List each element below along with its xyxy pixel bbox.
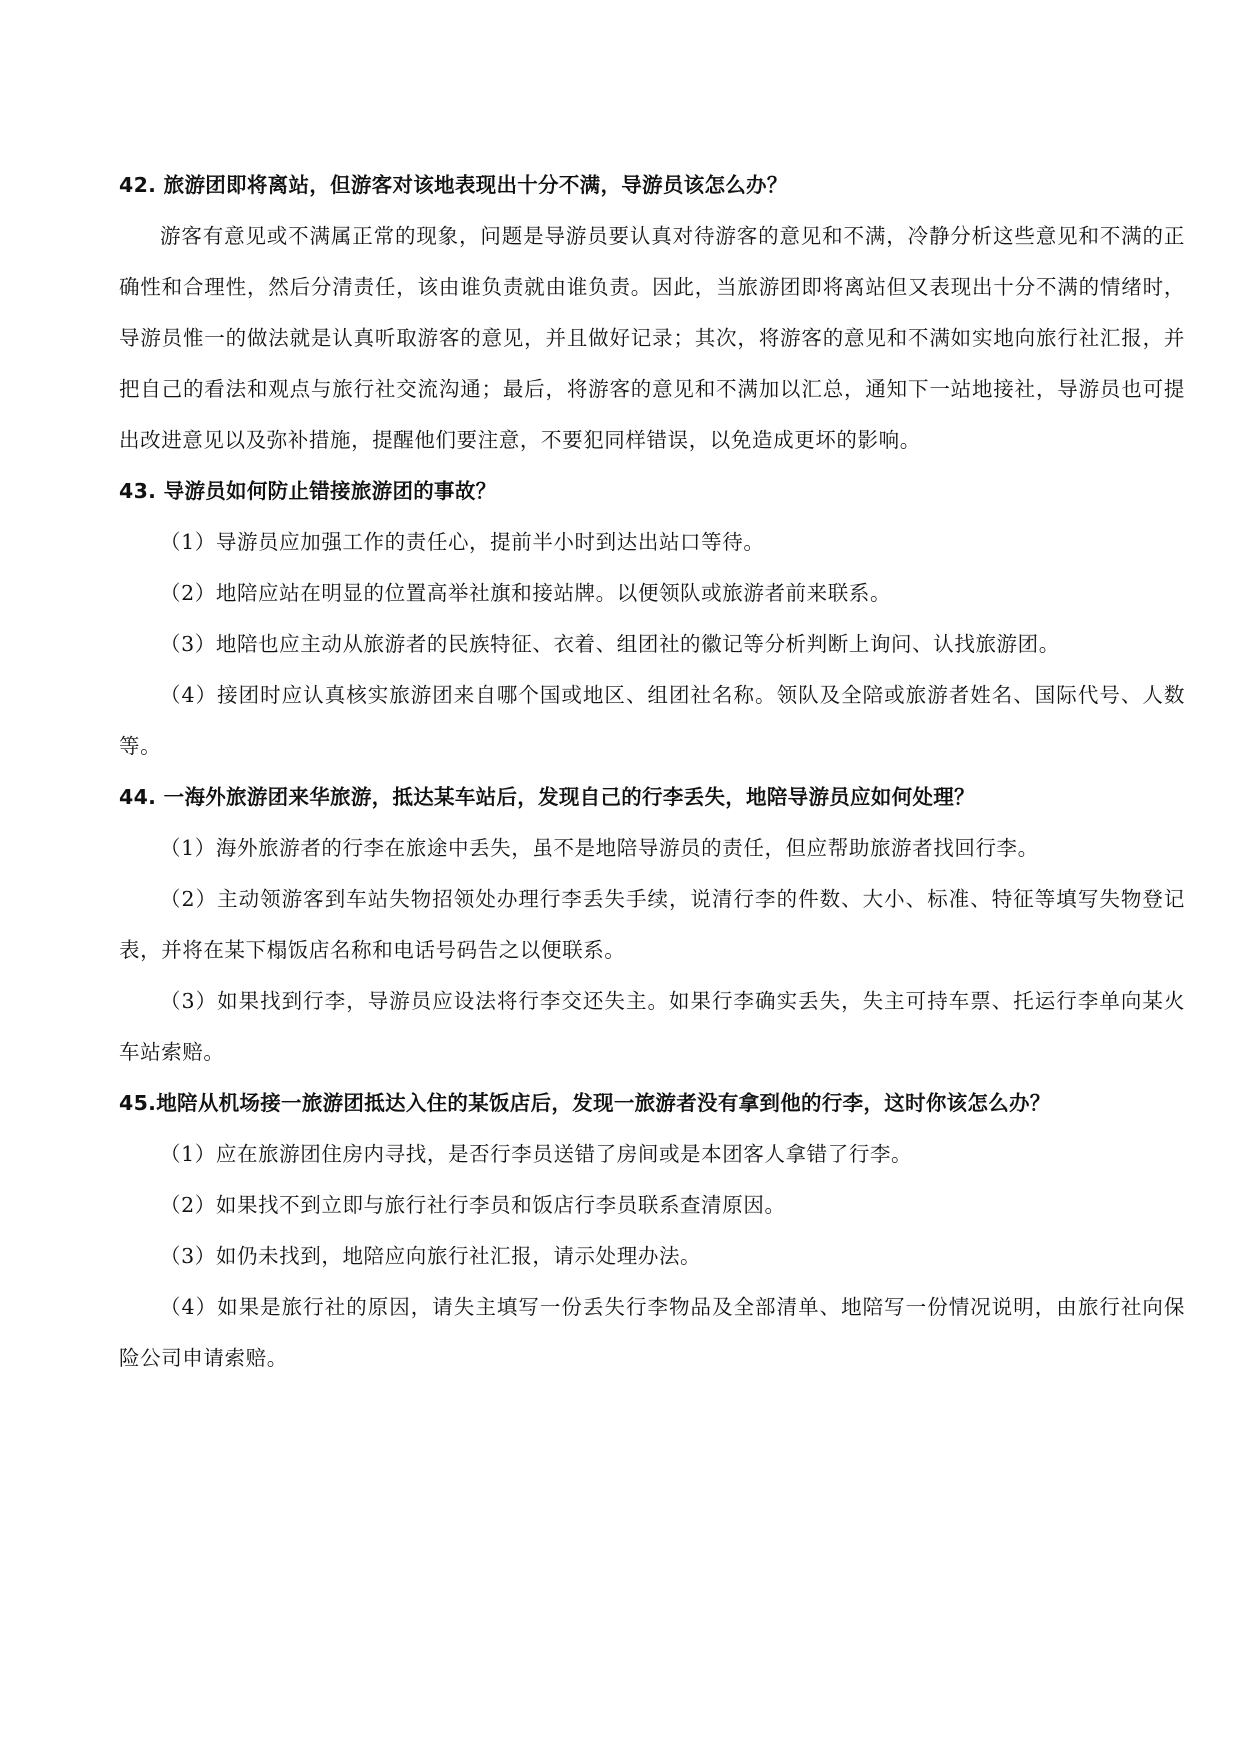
answer-paragraph: （2）主动领游客到车站失物招领处办理行李丢失手续，说清行李的件数、大小、标准、特征等填写失物登记表，并将在某下榻饭店名称和电话号码告之以便联系。 xyxy=(119,887,1185,962)
answer-paragraph: （2）如果找不到立即与旅行社行李员和饭店行李员联系查清原因。 xyxy=(160,1193,786,1217)
answer-paragraph: （3）如果找到行李，导游员应设法将行李交还失主。如果行李确实丢失，失主可持车票、托运行李单向某火车站索赔。 xyxy=(119,989,1185,1064)
answer-paragraph: （1）应在旅游团住房内寻找，是否行李员送错了房间或是本团客人拿错了行李。 xyxy=(160,1142,913,1166)
answer-paragraph: 游客有意见或不满属正常的现象，问题是导游员要认真对待游客的意见和不满，冷静分析这些意见和不满的正确性和合理性，然后分清责任，该由谁负责就由谁负责。因此，当旅游团即将离站但又表现出十分不满的情绪时，导游员惟一的做法就是认真听取游客的意见，并且做好记录；其次，将游客的意见和不满如实地向旅行社汇报，并把自己的看法和观点与旅行社交流沟通；最后，将游客的意见和不满加以汇总，通知下一站地接社，导游员也可提出改进意见以及弥补措施，提醒他们要注意，不要犯同样错误，以免造成更坏的影响。 xyxy=(119,224,1185,452)
question-heading: 43. 导游员如何防止错接旅游团的事故？ xyxy=(119,479,497,503)
answer-paragraph: （1）导游员应加强工作的责任心，提前半小时到达出站口等待。 xyxy=(160,530,765,554)
question-heading: 44. 一海外旅游团来华旅游，抵达某车站后，发现自己的行李丢失，地陪导游员应如何处理？ xyxy=(119,785,975,809)
qa-section-44 xyxy=(119,772,1185,1078)
answer-paragraph: （3）如仍未找到，地陪应向旅行社汇报，请示处理办法。 xyxy=(160,1244,702,1268)
answer-paragraph: （4）接团时应认真核实旅游团来自哪个国或地区、组团社名称。领队及全陪或旅游者姓名、国际代号、人数等。 xyxy=(119,683,1185,758)
qa-section-42 xyxy=(119,160,1185,466)
question-heading: 42. 旅游团即将离站，但游客对该地表现出十分不满，导游员该怎么办？ xyxy=(119,173,788,197)
answer-paragraph: （1）海外旅游者的行李在旅途中丢失，虽不是地陪导游员的责任，但应帮助旅游者找回行李。 xyxy=(160,836,1039,860)
answer-paragraph: （4）如果是旅行社的原因，请失主填写一份丢失行李物品及全部清单、地陪写一份情况说明，由旅行社向保险公司申请索赔。 xyxy=(119,1295,1185,1370)
qa-section-43 xyxy=(119,466,1185,772)
answer-paragraph: （2）地陪应站在明显的位置高举社旗和接站牌。以便领队或旅游者前来联系。 xyxy=(160,581,892,605)
question-heading: 45.地陪从机场接一旅游团抵达入住的某饭店后，发现一旅游者没有拿到他的行李，这时你该怎么办？ xyxy=(119,1091,1051,1115)
document-body xyxy=(119,160,1185,1384)
qa-section-45 xyxy=(119,1078,1185,1384)
answer-paragraph: （3）地陪也应主动从旅游者的民族特征、衣着、组团社的徽记等分析判断上询问、认找旅游团。 xyxy=(160,632,1060,656)
